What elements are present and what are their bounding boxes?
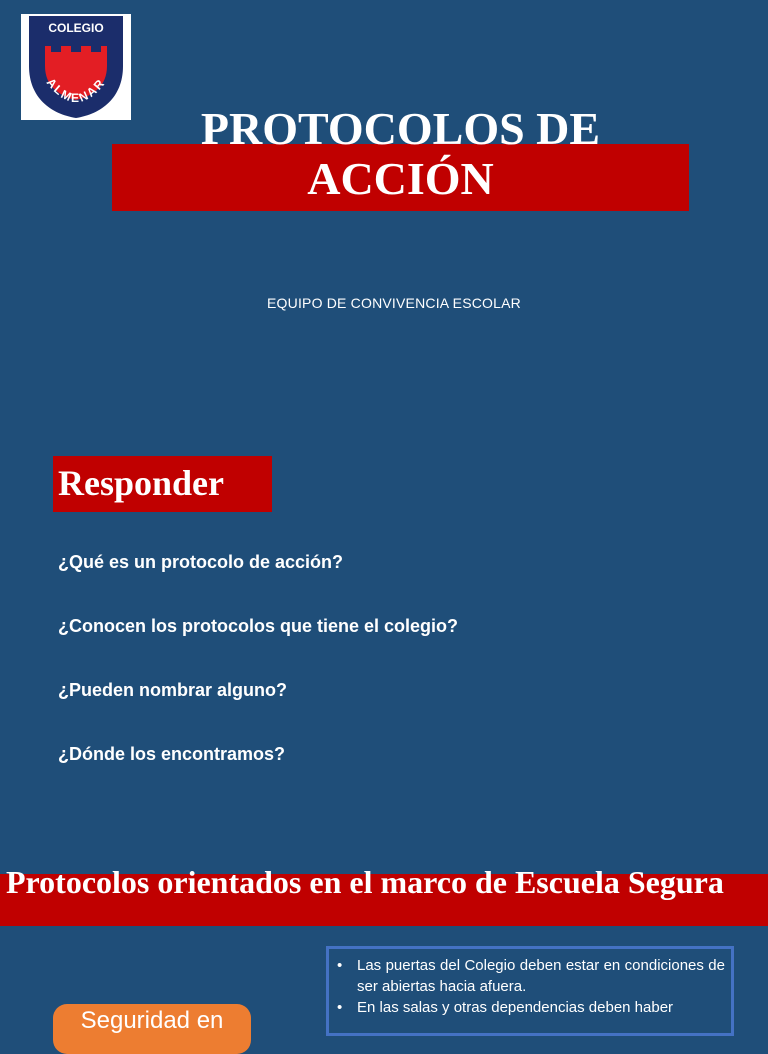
bullet-text: Las puertas del Colegio deben estar en condiciones de ser abiertas hacia afuera. xyxy=(357,957,725,995)
question-item: ¿Dónde los encontramos? xyxy=(58,744,286,764)
question-item: ¿Conocen los protocolos que tiene el colegio? xyxy=(58,616,459,636)
bullet-item xyxy=(337,955,725,997)
bullet-dot-icon: • xyxy=(337,957,343,974)
question-item: ¿Pueden nombrar alguno? xyxy=(58,680,288,700)
logo-top-text: COLEGIO xyxy=(48,21,104,35)
seguridad-pill: Seguridad en xyxy=(53,1004,251,1054)
subtitle: EQUIPO DE CONVIVENCIA ESCOLAR xyxy=(267,295,521,311)
bullet-dot-icon: • xyxy=(337,999,343,1016)
bullet-item xyxy=(337,997,725,1018)
responder-heading: Responder xyxy=(58,463,225,503)
question-list xyxy=(58,548,458,804)
page-title xyxy=(112,104,689,204)
title-line-2: ACCIÓN xyxy=(307,153,494,204)
bullet-text: En las salas y otras dependencias deben haber xyxy=(357,999,674,1016)
logo-bottom-text: ALMENAR xyxy=(43,75,109,105)
segura-heading: Protocolos orientados en el marco de Escuela Segura xyxy=(6,864,724,900)
bullet-box xyxy=(326,946,734,1036)
title-line-1: PROTOCOLOS DE xyxy=(200,103,601,154)
question-item: ¿Qué es un protocolo de acción? xyxy=(58,552,344,572)
